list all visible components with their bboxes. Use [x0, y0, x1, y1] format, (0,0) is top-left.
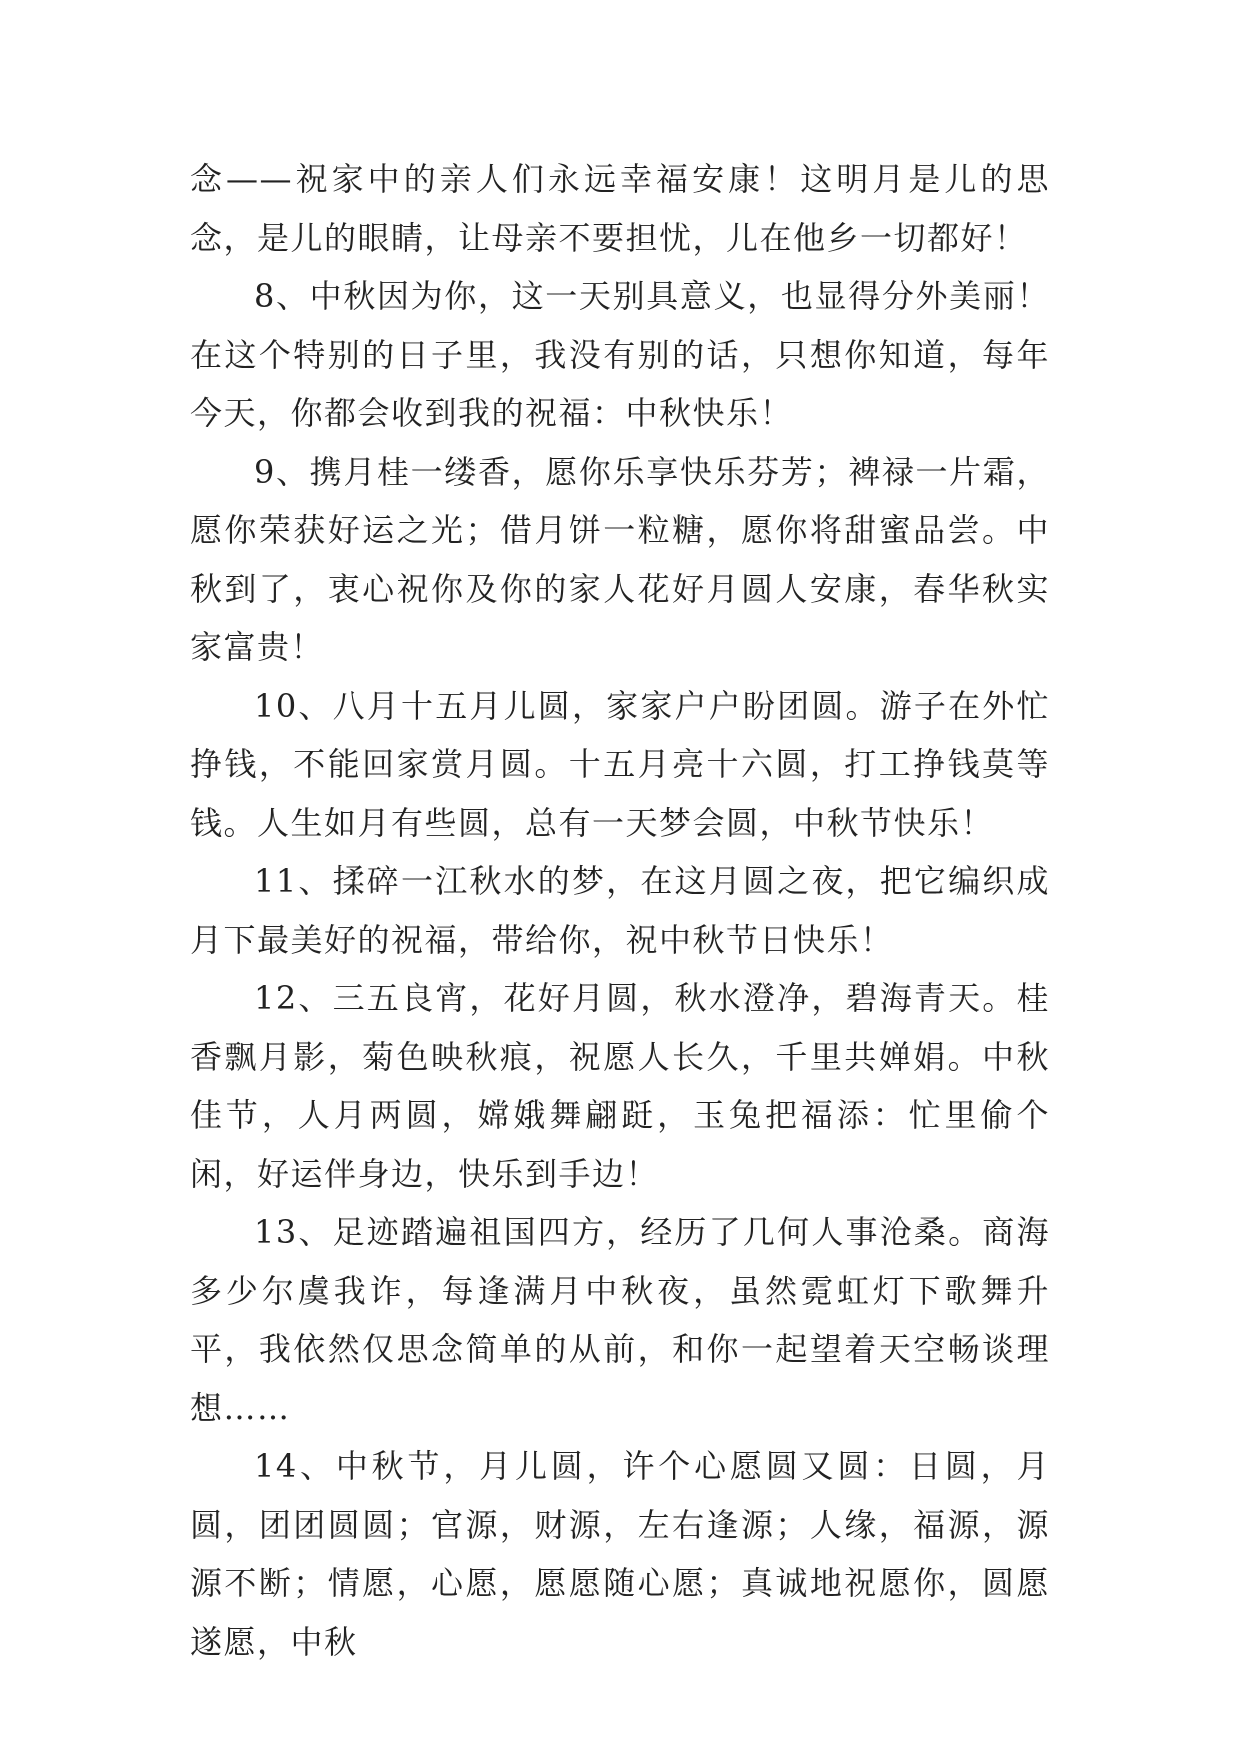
paragraph-continuation: 念——祝家中的亲人们永远幸福安康！这明月是儿的思念，是儿的眼睛，让母亲不要担忧，儿在他乡一切都好！	[190, 160, 1050, 257]
paragraph-item-9: 9、携月桂一缕香，愿你乐享快乐芬芳；裨禄一片霜，愿你荣获好运之光；借月饼一粒糖，愿你将甜蜜品尝。中秋到了，衷心祝你及你的家人花好月圆人安康，春华秋实家富贵！	[190, 452, 1050, 666]
paragraph-item-12: 12、三五良宵，花好月圆，秋水澄净，碧海青天。桂香飘月影，菊色映秋痕，祝愿人长久，千里共婵娟。中秋佳节，人月两圆，嫦娥舞翩跹，玉兔把福添：忙里偷个闲，好运伴身边，快乐到手边！	[190, 979, 1050, 1193]
paragraph-item-11: 11、揉碎一江秋水的梦，在这月圆之夜，把它编织成月下最美好的祝福，带给你，祝中秋节日快乐！	[190, 862, 1050, 959]
document-body	[190, 150, 1050, 1671]
paragraph-item-14: 14、中秋节，月儿圆，许个心愿圆又圆：日圆，月圆，团团圆圆；官源，财源，左右逢源；人缘，福源，源源不断；情愿，心愿，愿愿随心愿；真诚地祝愿你，圆愿遂愿，中秋	[190, 1447, 1050, 1661]
paragraph-item-10: 10、八月十五月儿圆，家家户户盼团圆。游子在外忙挣钱，不能回家赏月圆。十五月亮十六圆，打工挣钱莫等钱。人生如月有些圆，总有一天梦会圆，中秋节快乐！	[190, 686, 1050, 842]
paragraph-item-8: 8、中秋因为你，这一天别具意义，也显得分外美丽！在这个特别的日子里，我没有别的话，只想你知道，每年今天，你都会收到我的祝福：中秋快乐！	[190, 277, 1050, 432]
paragraph-item-13: 13、足迹踏遍祖国四方，经历了几何人事沧桑。商海多少尔虞我诈，每逢满月中秋夜，虽然霓虹灯下歌舞升平，我依然仅思念简单的从前，和你一起望着天空畅谈理想……	[190, 1213, 1050, 1427]
